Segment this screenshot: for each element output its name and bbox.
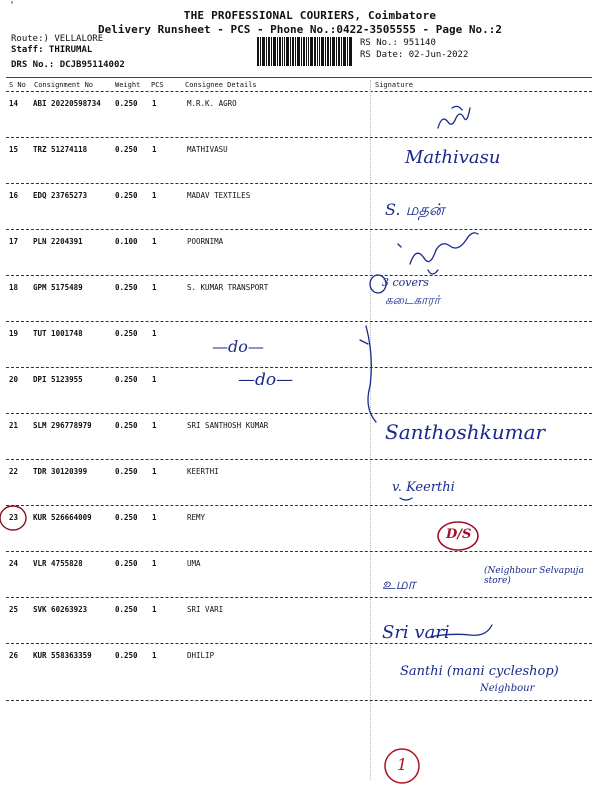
header-top-rule <box>6 77 592 78</box>
row-consignee: SRI VARI <box>187 605 224 614</box>
row-consignment: KUR 558363359 <box>33 651 92 660</box>
row-weight: 0.250 <box>115 329 138 338</box>
row-pcs: 1 <box>152 145 157 154</box>
row-consignment: TDR 30120399 <box>33 467 88 476</box>
table-row <box>0 283 600 297</box>
drs-number: DRS No.: DCJB95114002 <box>11 60 125 70</box>
row-pcs: 1 <box>152 559 157 568</box>
row-consignment: SLM 296778979 <box>33 421 92 430</box>
row-sno: 21 <box>9 421 19 430</box>
runsheet-subtitle: Delivery Runsheet - PCS - Phone No.:0422-3505555 - Page No.:2 <box>98 23 502 36</box>
staff-label: Staff: THIRUMAL <box>11 45 93 55</box>
table-row <box>0 513 600 527</box>
row-consignment: PLN 2204391 <box>33 237 83 246</box>
col-header-consignment: Consignment No <box>34 81 94 89</box>
row-weight: 0.250 <box>115 421 138 430</box>
row-weight: 0.250 <box>115 145 138 154</box>
rs-number: RS No.: 951140 <box>360 38 436 48</box>
row-weight: 0.250 <box>115 559 138 568</box>
row-separator <box>6 275 592 276</box>
signature-row-15: Mathivasu <box>405 147 501 168</box>
row-consignee: KEERTHI <box>187 467 219 476</box>
page-number-mark: 1 <box>397 755 408 774</box>
row-consignment: ABI 20220598734 <box>33 99 101 108</box>
table-row <box>0 145 600 159</box>
row-consignee: M.R.K. AGRO <box>187 99 237 108</box>
col-header-signature: Signature <box>375 81 413 89</box>
row-separator <box>6 183 592 184</box>
row-separator <box>6 137 592 138</box>
note-row-26: Neighbour <box>480 683 535 694</box>
row-sno: 20 <box>9 375 19 384</box>
signature-row-21: Santhoshkumar <box>385 420 546 444</box>
row-weight: 0.250 <box>115 605 138 614</box>
row-consignee: MADAV TEXTILES <box>187 191 251 200</box>
row-sno: 17 <box>9 237 19 246</box>
row-consignee: SRI SANTHOSH KUMAR <box>187 421 269 430</box>
remark-row-23: D/S <box>446 527 472 542</box>
row-separator <box>6 505 592 506</box>
table-row <box>0 237 600 251</box>
row-separator <box>6 643 592 644</box>
row-separator <box>6 321 592 322</box>
row-sno: 23 <box>9 513 19 522</box>
row-weight: 0.250 <box>115 191 138 200</box>
row-weight: 0.250 <box>115 513 138 522</box>
signature-row-18: கடைகாரர் <box>385 293 440 307</box>
row-pcs: 1 <box>152 329 157 338</box>
table-row <box>0 605 600 619</box>
row-sno: 24 <box>9 559 19 568</box>
signature-row-25: Sri vari <box>382 622 450 643</box>
row-sno: 26 <box>9 651 19 660</box>
row-pcs: 1 <box>152 513 157 522</box>
note-row-18: 3 covers <box>382 276 429 289</box>
row-consignment: EDQ 23765273 <box>33 191 88 200</box>
row-sno: 15 <box>9 145 19 154</box>
row-weight: 0.250 <box>115 467 138 476</box>
signature-row-24: உமா <box>382 575 416 593</box>
table-row <box>0 329 600 343</box>
col-header-pcs: PCS <box>151 81 164 89</box>
barcode-image <box>257 37 352 66</box>
row-sno: 18 <box>9 283 19 292</box>
ditto-mark-row-20: —do— <box>238 370 294 390</box>
row-consignee: MATHIVASU <box>187 145 228 154</box>
row-consignment: DPI 5123955 <box>33 375 83 384</box>
row-sno: 14 <box>9 99 19 108</box>
row-pcs: 1 <box>152 467 157 476</box>
row-weight: 0.250 <box>115 99 138 108</box>
table-row <box>0 375 600 389</box>
row-consignment: KUR 526664009 <box>33 513 92 522</box>
row-consignee: DHILIP <box>187 651 215 660</box>
signature-row-22: v. Keerthi <box>392 480 455 495</box>
row-separator <box>6 700 592 701</box>
row-sno: 16 <box>9 191 19 200</box>
row-consignment: GPM 5175489 <box>33 283 83 292</box>
col-header-consignee: Consignee Details <box>185 81 257 89</box>
row-pcs: 1 <box>152 283 157 292</box>
row-pcs: 1 <box>152 421 157 430</box>
note-row-24: (Neighbour Selvapuja store) <box>484 566 584 586</box>
table-row <box>0 191 600 205</box>
row-separator <box>6 597 592 598</box>
table-row <box>0 651 600 665</box>
signature-row-26: Santhi (mani cycleshop) <box>400 664 559 679</box>
row-separator <box>6 459 592 460</box>
row-separator <box>6 367 592 368</box>
row-consignment: VLR 4755828 <box>33 559 83 568</box>
row-weight: 0.250 <box>115 283 138 292</box>
row-consignee: POORNIMA <box>187 237 224 246</box>
row-separator <box>6 413 592 414</box>
route-label: Route:) VELLALORE <box>11 34 104 44</box>
row-sno: 19 <box>9 329 19 338</box>
row-consignment: TUT 1001748 <box>33 329 83 338</box>
row-sno: 22 <box>9 467 19 476</box>
row-separator <box>6 551 592 552</box>
header-bottom-rule <box>6 91 592 92</box>
row-pcs: 1 <box>152 375 157 384</box>
row-consignee: UMA <box>187 559 201 568</box>
row-consignee: S. KUMAR TRANSPORT <box>187 283 269 292</box>
table-row <box>0 99 600 113</box>
table-row <box>0 467 600 481</box>
row-weight: 0.250 <box>115 375 138 384</box>
row-consignment: TRZ 51274118 <box>33 145 88 154</box>
row-consignment: SVK 60263923 <box>33 605 88 614</box>
signature-row-16: S. மதன் <box>385 200 445 219</box>
row-weight: 0.250 <box>115 651 138 660</box>
rs-date: RS Date: 02-Jun-2022 <box>360 50 469 60</box>
row-sno: 25 <box>9 605 19 614</box>
row-pcs: 1 <box>152 605 157 614</box>
row-pcs: 1 <box>152 651 157 660</box>
margin-tick-mark: ' <box>9 0 16 11</box>
row-pcs: 1 <box>152 99 157 108</box>
company-title: THE PROFESSIONAL COURIERS, Coimbatore <box>183 9 437 22</box>
row-weight: 0.100 <box>115 237 138 246</box>
ditto-mark-row-19: —do— <box>212 337 264 356</box>
row-separator <box>6 229 592 230</box>
col-header-weight: Weight <box>115 81 141 89</box>
col-header-sno: S No <box>9 81 26 89</box>
row-pcs: 1 <box>152 237 157 246</box>
row-consignee: REMY <box>187 513 206 522</box>
row-pcs: 1 <box>152 191 157 200</box>
